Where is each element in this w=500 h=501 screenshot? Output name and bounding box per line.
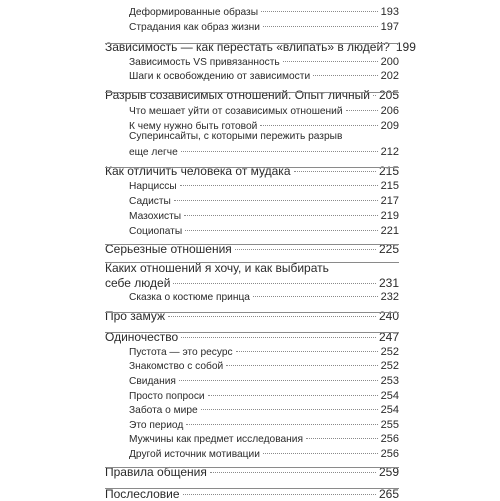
toc-entry-line (129, 146, 399, 158)
toc-entry-title: Другой источник мотивации (129, 449, 260, 460)
toc-entry-line (129, 346, 399, 358)
toc-entry-title: Шаги к освобождению от зависимости (129, 71, 311, 82)
section-divider (105, 488, 399, 489)
toc-entry-line (129, 56, 399, 68)
dot-leader (185, 230, 377, 231)
dot-leader (263, 453, 378, 454)
dot-leader (260, 125, 377, 126)
toc-entry-title: себе людей (105, 276, 171, 290)
toc-entry-page-number: 231 (378, 276, 399, 290)
toc-entry-page-number: 255 (380, 419, 399, 431)
toc-entry-page-number: 265 (378, 487, 399, 501)
toc-entry-page-number: 254 (380, 404, 399, 416)
section-divider (105, 262, 399, 263)
dot-leader (186, 424, 377, 425)
dot-leader (283, 61, 378, 62)
toc-entry-line (129, 70, 399, 82)
dot-leader (313, 75, 378, 76)
dot-leader (201, 409, 378, 410)
toc-entry-page-number: 199 (395, 40, 416, 54)
toc-entry-page-number: 225 (378, 242, 399, 256)
section-divider (105, 312, 399, 313)
toc-entry-line (129, 360, 399, 372)
dot-leader (253, 296, 378, 297)
dot-leader (263, 26, 378, 27)
dot-leader (181, 151, 378, 152)
toc-entry-page-number: 217 (380, 195, 399, 207)
toc-entry-page-number: 247 (378, 330, 399, 344)
toc-entry-title: Социопаты (129, 226, 183, 237)
toc-entry-title: Зависимость VS привязанность (129, 57, 280, 68)
dot-leader (168, 316, 376, 317)
dot-leader (235, 249, 376, 250)
dot-leader (210, 472, 376, 473)
dot-leader (179, 380, 378, 381)
toc-entry-title-line1: Суперинсайты, с которыми пережить разрыв (129, 131, 343, 142)
dot-leader (346, 110, 378, 111)
toc-entry-line (129, 291, 399, 303)
toc-entry-page-number: 253 (380, 375, 399, 387)
toc-entry-page-number: 252 (380, 360, 399, 372)
toc-entry-title: Одиночество (105, 330, 179, 344)
toc-entry-line (129, 225, 399, 237)
toc-entry-line (129, 375, 399, 387)
dot-leader (184, 215, 378, 216)
toc-entry-title: Садисты (129, 196, 171, 207)
toc-entry-page-number: 232 (380, 291, 399, 303)
section-divider (105, 43, 399, 44)
toc-entry-title: Пустота — это ресурс (129, 347, 233, 358)
toc-entry-title: Страдания как образ жизни (129, 22, 260, 33)
toc-entry-line (129, 180, 399, 192)
toc-entry-page-number: 215 (378, 164, 399, 178)
toc-entry-title: еще легче (129, 147, 178, 158)
toc-entry-page-number: 206 (380, 105, 399, 117)
toc-entry-page-number: 202 (380, 70, 399, 82)
dot-leader (183, 494, 376, 495)
toc-entry-title-line1: Каких отношений я хочу, и как выбирать (105, 261, 329, 275)
toc-entry-title: Разрыв созависимых отношений. Опыт личный (105, 88, 370, 102)
toc-entry-line (129, 195, 399, 207)
toc-entry-page-number: 221 (380, 225, 399, 237)
toc-entry-page-number: 197 (380, 21, 399, 33)
toc-entry-title: Как отличить человека от мудака (105, 164, 291, 178)
toc-entry-page-number: 254 (380, 390, 399, 402)
toc-entry-line (129, 21, 399, 33)
section-divider (105, 332, 399, 333)
toc-entry-title: Знакомство с собой (129, 361, 224, 372)
toc-entry-page-number: 193 (380, 6, 399, 18)
dot-leader (294, 171, 376, 172)
section-divider (105, 167, 399, 168)
dot-leader (208, 395, 378, 396)
toc-entry-page-number: 212 (380, 146, 399, 158)
toc-entry-title: Серьезные отношения (105, 242, 232, 256)
section-divider (105, 244, 399, 245)
toc-entry-title: Про замуж (105, 309, 166, 323)
toc-entry-line (105, 276, 399, 290)
toc-entry-page-number: 205 (378, 88, 399, 102)
toc-entry-page-number: 259 (378, 465, 399, 479)
dot-leader (306, 438, 378, 439)
toc-entry-line (129, 390, 399, 402)
dot-leader (174, 200, 378, 201)
dot-leader (236, 351, 378, 352)
toc-entry-title: Мужчины как предмет исследования (129, 434, 303, 445)
toc-entry-page-number: 219 (380, 210, 399, 222)
toc-entry-title: Правила общения (105, 465, 207, 479)
dot-leader (173, 283, 376, 284)
toc-entry-title: Мазохисты (129, 211, 182, 222)
toc-entry-title: Сказка о костюме принца (129, 292, 250, 303)
toc-entry-page-number: 200 (380, 56, 399, 68)
toc-entry-line (129, 433, 399, 445)
toc-entry-title: Это период (129, 420, 184, 431)
toc-entry-title: К чему нужно быть готовой (129, 121, 258, 132)
toc-entry-title: Что мешает уйти от созависимых отношений (129, 106, 343, 117)
toc-entry-line (129, 6, 399, 18)
section-divider (105, 92, 399, 93)
toc-entry-page-number: 256 (380, 448, 399, 460)
dot-leader (181, 337, 376, 338)
dot-leader (226, 365, 377, 366)
toc-entry-title: Свидания (129, 376, 176, 387)
toc-entry-page-number: 215 (380, 180, 399, 192)
dot-leader (261, 11, 378, 12)
dot-leader (180, 185, 378, 186)
toc-entry-line (129, 448, 399, 460)
toc-entry-line (129, 419, 399, 431)
toc-entry-line (129, 105, 399, 117)
toc-entry-page-number: 256 (380, 433, 399, 445)
toc-entry-title: Забота о мире (129, 405, 198, 416)
toc-entry-title: Деформированные образы (129, 7, 259, 18)
toc-entry-title: Просто попроси (129, 391, 205, 402)
toc-entry-page-number: 209 (380, 120, 399, 132)
toc-entry-page-number: 252 (380, 346, 399, 358)
toc-entry-line (129, 210, 399, 222)
toc-entry-page-number: 240 (378, 309, 399, 323)
toc-entry-line (129, 404, 399, 416)
dot-leader (373, 95, 376, 96)
toc-entry-title: Зависимость — как перестать «влипать» в людей? (105, 40, 390, 54)
toc-entry-line (105, 487, 399, 501)
toc-entry-title: Послесловие (105, 487, 180, 501)
toc-entry-title: Нарциссы (129, 181, 177, 192)
section-divider (105, 467, 399, 468)
toc-entry-line (105, 88, 399, 102)
